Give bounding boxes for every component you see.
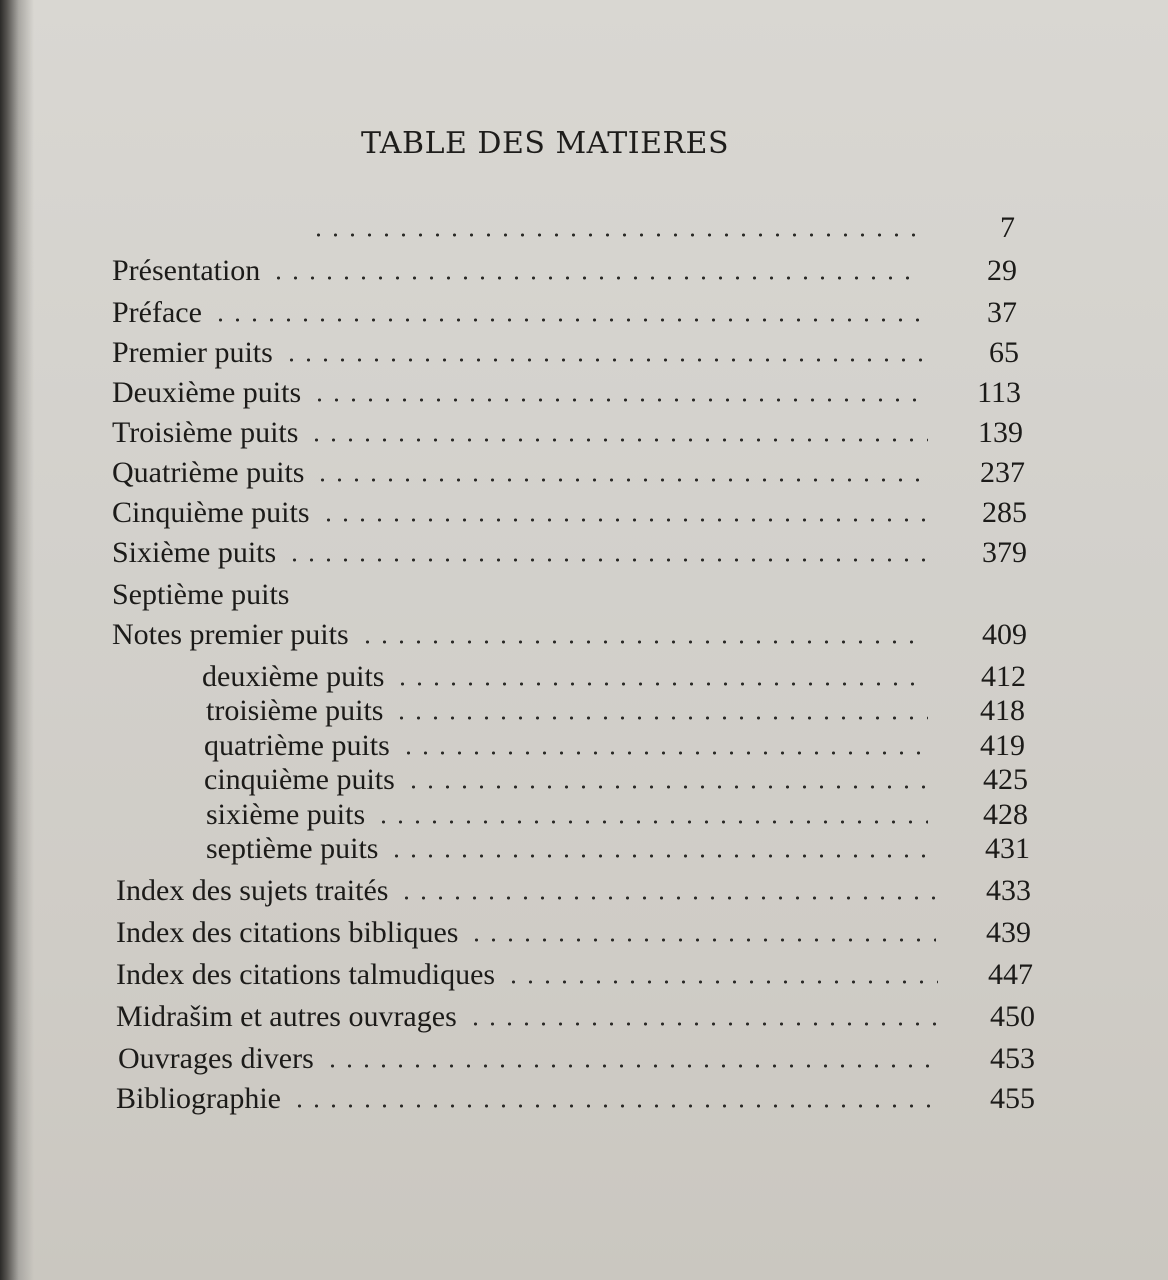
toc-entry-label: troisième puits — [206, 694, 384, 727]
toc-entry-label: Deuxième puits — [112, 376, 302, 409]
dot-leader — [320, 517, 933, 523]
dot-leader — [311, 397, 926, 403]
toc-entry-page: 455 — [990, 1082, 1035, 1115]
dot-leader — [405, 784, 928, 790]
toc-entry-page: 428 — [983, 798, 1028, 831]
toc-entry-page: 379 — [982, 536, 1027, 569]
toc-entry-page: 65 — [989, 336, 1019, 369]
toc-entry — [112, 248, 1017, 288]
dot-leader — [283, 357, 924, 363]
toc-entry-label: Quatrième puits — [112, 456, 305, 489]
toc-entry-page: 425 — [983, 763, 1028, 796]
toc-entry-page: 439 — [986, 916, 1031, 949]
toc-entry-page: 113 — [977, 376, 1021, 409]
toc-entry — [112, 290, 1017, 330]
toc-entry-label: Préface — [112, 296, 202, 329]
toc-entry-page: 412 — [981, 660, 1026, 693]
toc-entry — [300, 205, 1015, 245]
dot-leader — [388, 853, 930, 859]
toc-entry-page: 7 — [1000, 211, 1015, 244]
toc-entry-label: Notes premier puits — [112, 618, 349, 651]
toc-entry-label: sixième puits — [206, 798, 366, 831]
dot-leader — [212, 317, 922, 323]
dot-leader — [400, 750, 928, 756]
toc-entry — [206, 688, 1025, 728]
dot-leader — [286, 557, 932, 563]
toc-entry-page: 29 — [987, 254, 1017, 287]
toc-entry — [112, 490, 1027, 530]
dot-leader — [359, 639, 924, 645]
toc-entry — [116, 868, 1031, 908]
dot-leader — [270, 275, 922, 281]
toc-entry-label: Bibliographie — [116, 1082, 281, 1115]
dot-leader — [398, 895, 936, 901]
dot-leader — [393, 715, 928, 721]
dot-leader — [310, 232, 920, 238]
dot-leader — [505, 979, 938, 985]
toc-entry-label: Septième puits — [112, 578, 290, 611]
toc-entry-page: 431 — [985, 832, 1030, 865]
dot-leader — [375, 819, 928, 825]
toc-entry — [116, 994, 1035, 1034]
toc-entry-page: 418 — [980, 694, 1025, 727]
toc-entry — [112, 572, 932, 612]
dot-leader — [394, 681, 926, 687]
toc-entry-page: 409 — [982, 618, 1027, 651]
dot-leader — [291, 1103, 938, 1109]
toc-entry-page: 285 — [982, 496, 1027, 529]
toc-entry — [112, 612, 1027, 652]
toc-entry — [112, 370, 1021, 410]
toc-entry-label: deuxième puits — [202, 660, 385, 693]
toc-entry-label: Midrašim et autres ouvrages — [116, 1000, 457, 1033]
toc-entry-label: Index des citations talmudiques — [116, 958, 496, 991]
dot-leader — [314, 477, 930, 483]
toc-entry-label: Index des citations bibliques — [116, 916, 459, 949]
toc-entry — [112, 330, 1019, 370]
toc-entry — [116, 910, 1031, 950]
toc-entry-page: 419 — [980, 729, 1025, 762]
page-title: TABLE DES MATIERES — [360, 126, 730, 161]
toc-entry-label: quatrième puits — [204, 729, 390, 762]
toc-entry — [112, 410, 1023, 450]
toc-entry-page: 433 — [986, 874, 1031, 907]
dot-leader — [324, 1063, 938, 1069]
dot-leader — [467, 1021, 938, 1027]
toc-entry — [112, 450, 1025, 490]
toc-entry-page: 453 — [990, 1042, 1035, 1075]
toc-entry-page: 450 — [990, 1000, 1035, 1033]
dot-leader — [468, 937, 936, 943]
toc-entry-page: 237 — [980, 456, 1025, 489]
dot-leader — [308, 437, 928, 443]
toc-entry-label: Cinquième puits — [112, 496, 310, 529]
toc-entry-label: Présentation — [112, 254, 261, 287]
toc-entry-label: septième puits — [206, 832, 379, 865]
toc-entry-label: Index des sujets traités — [116, 874, 389, 907]
toc-entry-page: 37 — [987, 296, 1017, 329]
toc-entry — [116, 1076, 1035, 1116]
toc-entry — [118, 1036, 1035, 1076]
toc-entry-label: cinquième puits — [204, 763, 395, 796]
toc-entry-page: 139 — [978, 416, 1023, 449]
toc-entry — [116, 952, 1033, 992]
toc-entry — [204, 757, 1028, 797]
toc-entry-label: Troisième puits — [112, 416, 299, 449]
toc-entry-label: Premier puits — [112, 336, 273, 369]
toc-entry-page: 447 — [988, 958, 1033, 991]
toc-entry-label: Sixième puits — [112, 536, 277, 569]
toc-entry — [206, 826, 1030, 866]
toc-entry-label: Ouvrages divers — [118, 1042, 314, 1075]
toc-entry — [112, 530, 1027, 570]
